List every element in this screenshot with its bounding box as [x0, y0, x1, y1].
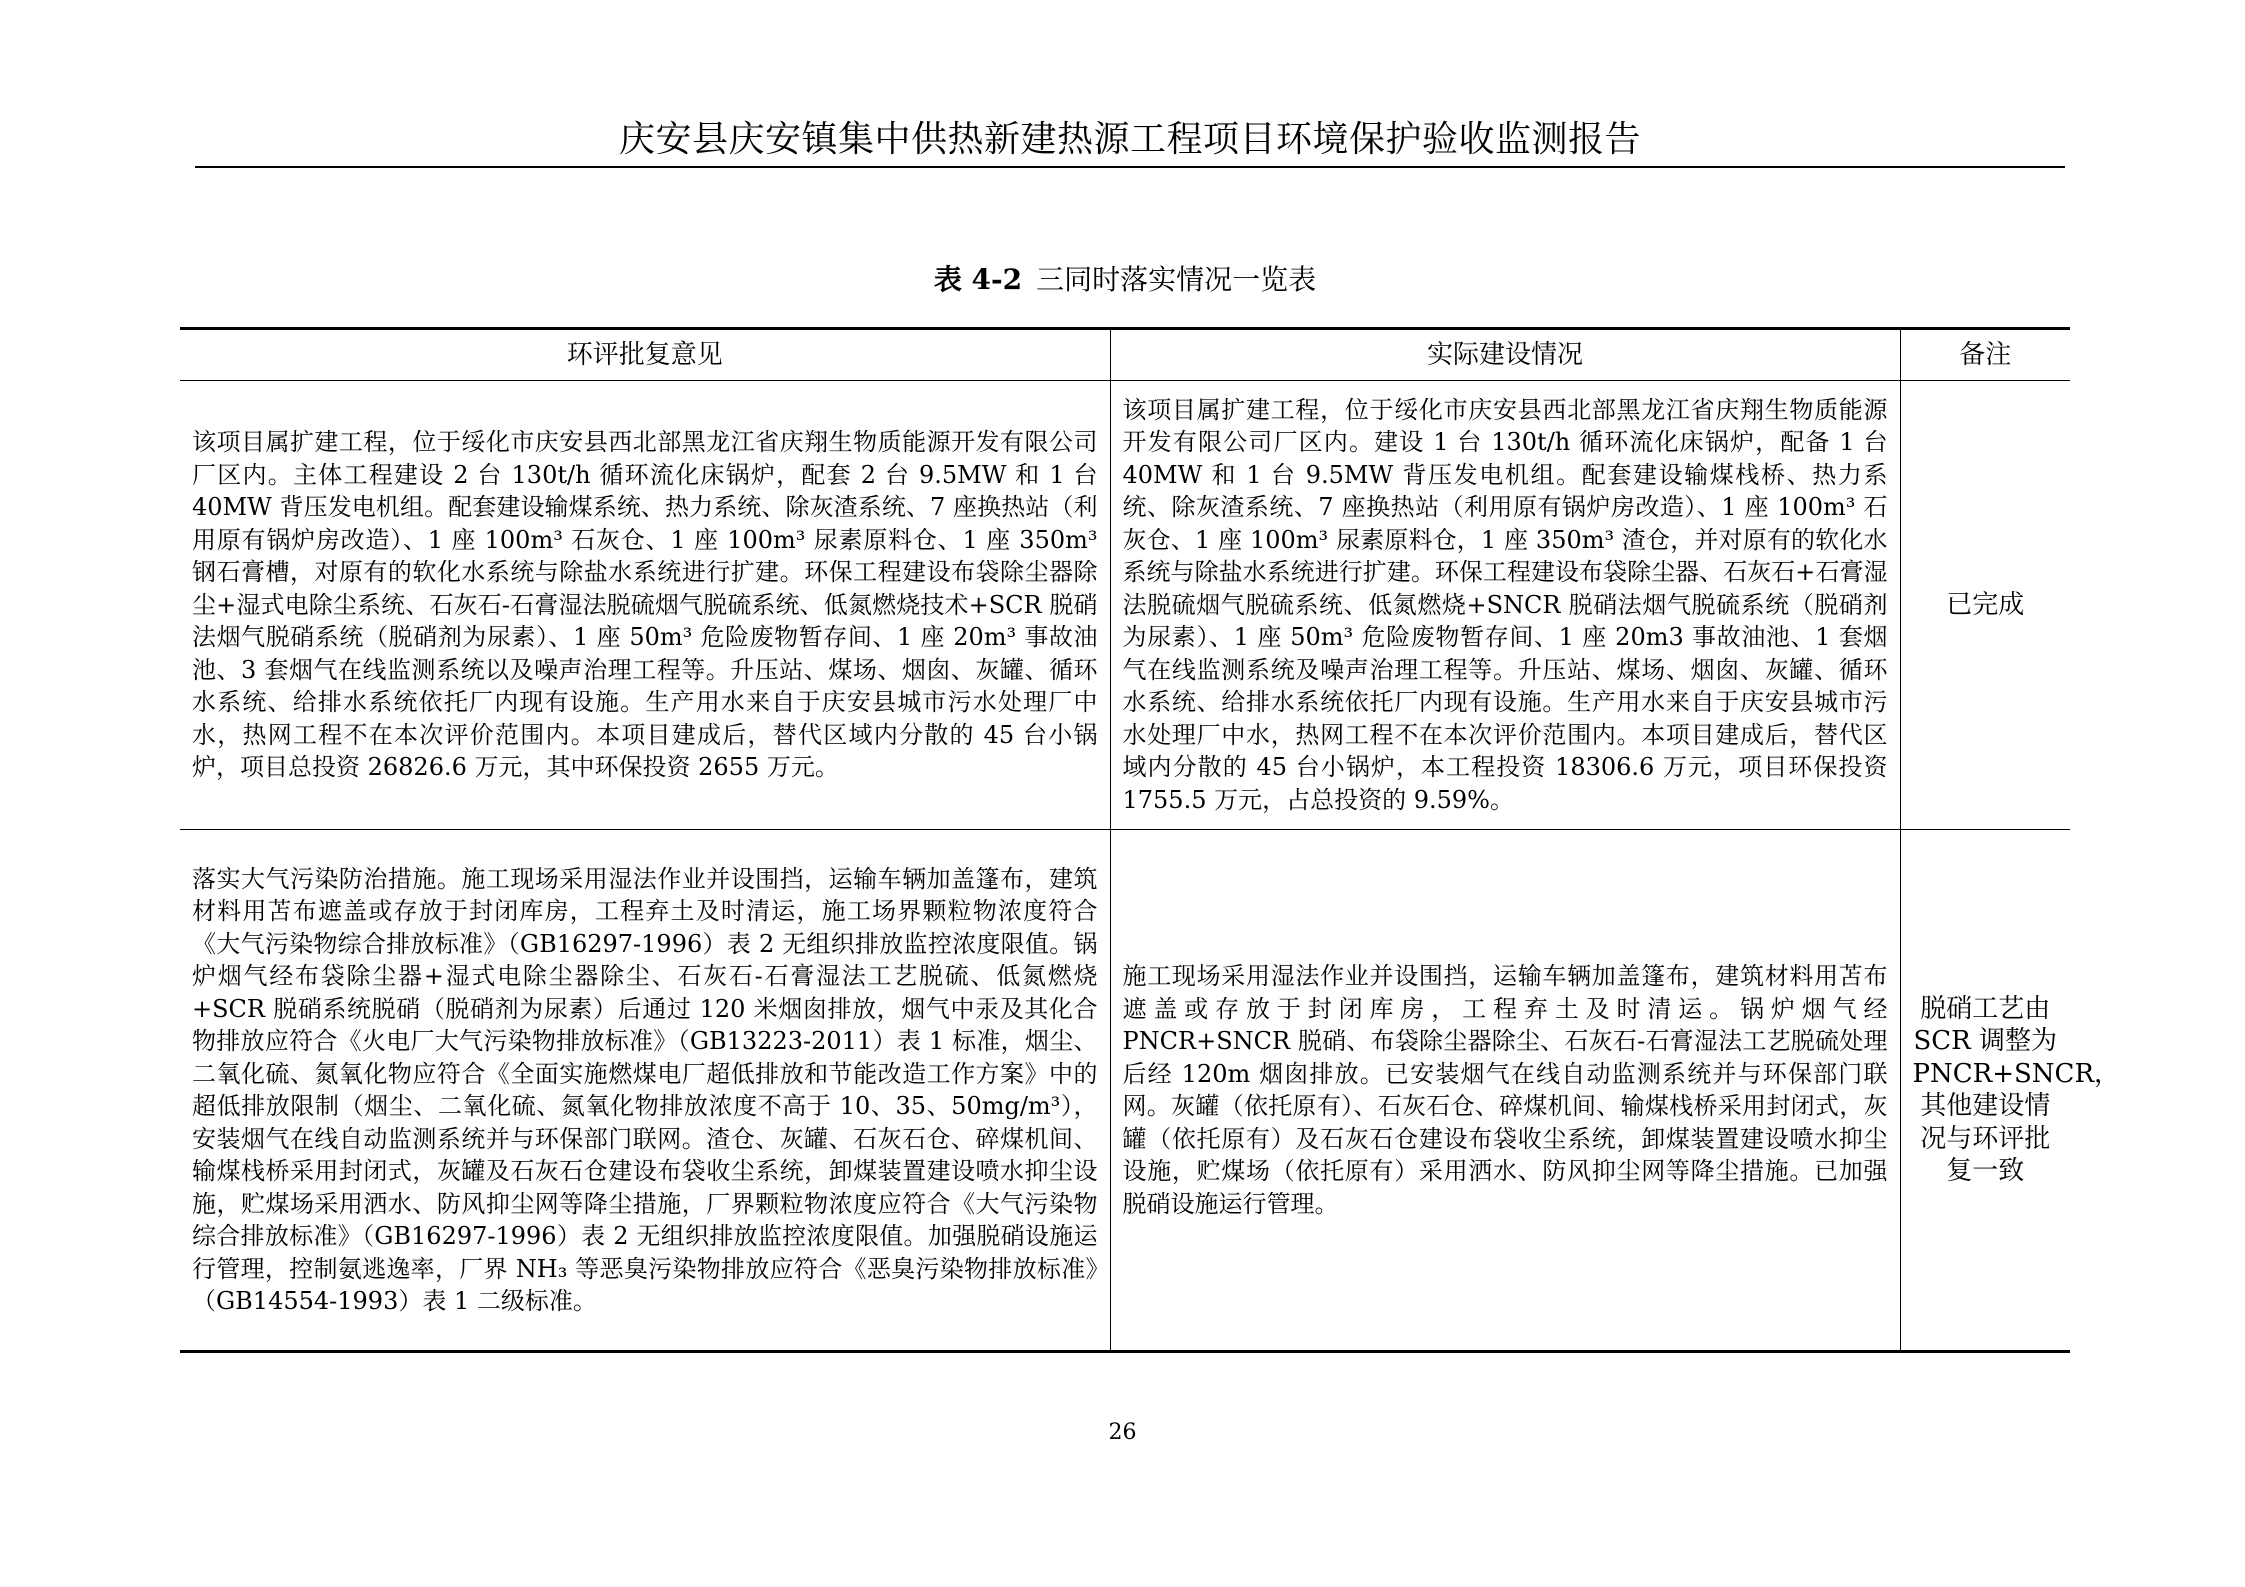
note-cell: 已完成 — [1900, 381, 2070, 830]
table-caption — [180, 262, 2070, 298]
approval-cell: 该项目属扩建工程，位于绥化市庆安县西北部黑龙江省庆翔生物质能源开发有限公司厂区内。主体工程建设 2 台 130t/h 循环流化床锅炉，配套 2 台 9.5MW 和 1 台 40MW 背压发电机组。配套建设输煤系统、热力系统、除灰渣系统、7 座换热站（利用原有锅炉房改造）、1 座 100m³ 石灰仓、1 座 100m³ 尿素原料仓、1 座 350m³ 钢石膏槽，对原有的软化水系统与除盐水系统进行扩建。环保工程建设布袋除尘器除尘+湿式电除尘系统、石灰石-石膏湿法脱硫烟气脱硫系统、低氮燃烧技术+SCR 脱硝法烟气脱硝系统（脱硝剂为尿素）、1 座 50m³ 危险废物暂存间、1 座 20m³ 事故油池、3 套烟气在线监测系统以及噪声治理工程等。升压站、煤场、烟囱、灰罐、循环水系统、给排水系统依托厂内现有设施。生产用水来自于庆安县城市污水处理厂中水，热网工程不在本次评价范围内。本项目建成后，替代区域内分散的 45 台小锅炉，项目总投资 26826.6 万元，其中环保投资 2655 万元。 — [180, 381, 1110, 830]
note-cell: 脱硝工艺由 SCR 调整为 PNCR+SNCR，其他建设情况与环评批复一致 — [1900, 830, 2070, 1352]
three-simultaneities-table — [180, 327, 2121, 1353]
actual-cell: 该项目属扩建工程，位于绥化市庆安县西北部黑龙江省庆翔生物质能源开发有限公司厂区内。建设 1 台 130t/h 循环流化床锅炉，配备 1 台 40MW 和 1 台 9.5MW 背压发电机组。配套建设输煤栈桥、热力系统、除灰渣系统、7 座换热站（利用原有锅炉房改造）、1 座 100m³ 石灰仓、1 座 100m³ 尿素原料仓，1 座 350m³ 渣仓，并对原有的软化水系统与除盐水系统进行扩建。环保工程建设布袋除尘器、石灰石+石膏湿法脱硫烟气脱硫系统、低氮燃烧+SNCR 脱硝法烟气脱硫系统（脱硝剂为尿素）、1 座 50m³ 危险废物暂存间、1 座 20m3 事故油池、1 套烟气在线监测系统及噪声治理工程等。升压站、煤场、烟囱、灰罐、循环水系统、给排水系统依托厂内现有设施。生产用水来自于庆安县城市污水处理厂中水，热网工程不在本次评价范围内。本项目建成后，替代区域内分散的 45 台小锅炉，本工程投资 18306.6 万元，项目环保投资 1755.5 万元，占总投资的 9.59%。 — [1110, 381, 1900, 830]
table-row — [180, 830, 2070, 1352]
table-number: 表 4-2 — [933, 263, 1023, 296]
column-header-actual: 实际建设情况 — [1110, 329, 1900, 381]
column-header-approval: 环评批复意见 — [180, 329, 1110, 381]
page-number: 26 — [1108, 1420, 1137, 1445]
header-divider — [195, 166, 2065, 168]
table-row — [180, 381, 2070, 830]
table-title: 三同时落实情况一览表 — [1036, 263, 1317, 296]
column-header-note: 备注 — [1900, 329, 2070, 381]
approval-cell: 落实大气污染防治措施。施工现场采用湿法作业并设围挡，运输车辆加盖篷布，建筑材料用苫布遮盖或存放于封闭库房，工程弃土及时清运，施工场界颗粒物浓度符合《大气污染物综合排放标准》（GB16297-1996）表 2 无组织排放监控浓度限值。锅炉烟气经布袋除尘器+湿式电除尘器除尘、石灰石-石膏湿法工艺脱硫、低氮燃烧+SCR 脱硝系统脱硝（脱硝剂为尿素）后通过 120 米烟囱排放，烟气中汞及其化合物排放应符合《火电厂大气污染物排放标准》（GB13223-2011）表 1 标准，烟尘、二氧化硫、氮氧化物应符合《全面实施燃煤电厂超低排放和节能改造工作方案》中的超低排放限制（烟尘、二氧化硫、氮氧化物排放浓度不高于 10、35、50mg/m³），安装烟气在线自动监测系统并与环保部门联网。渣仓、灰罐、石灰石仓、碎煤机间、输煤栈桥采用封闭式，灰罐及石灰石仓建设布袋收尘系统，卸煤装置建设喷水抑尘设施，贮煤场采用洒水、防风抑尘网等降尘措施，厂界颗粒物浓度应符合《大气污染物综合排放标准》（GB16297-1996）表 2 无组织排放监控浓度限值。加强脱硝设施运行管理，控制氨逃逸率，厂界 NH₃ 等恶臭污染物排放应符合《恶臭污染物排放标准》（GB14554-1993）表 1 二级标准。 — [180, 830, 1110, 1352]
report-title: 庆安县庆安镇集中供热新建热源工程项目环境保护验收监测报告 — [618, 119, 1641, 160]
actual-cell: 施工现场采用湿法作业并设围挡，运输车辆加盖篷布，建筑材料用苫布遮盖或存放于封闭库房，工程弃土及时清运。锅炉烟气经 PNCR+SNCR 脱硝、布袋除尘器除尘、石灰石-石膏湿法工艺脱硫处理后经 120m 烟囱排放。已安装烟气在线自动监测系统并与环保部门联网。灰罐（依托原有）、石灰石仓、碎煤机间、输煤栈桥采用封闭式，灰罐（依托原有）及石灰石仓建设布袋收尘系统，卸煤装置建设喷水抑尘设施，贮煤场（依托原有）采用洒水、防风抑尘网等降尘措施。已加强脱硝设施运行管理。 — [1110, 830, 1900, 1352]
table-header-row — [180, 329, 2070, 381]
